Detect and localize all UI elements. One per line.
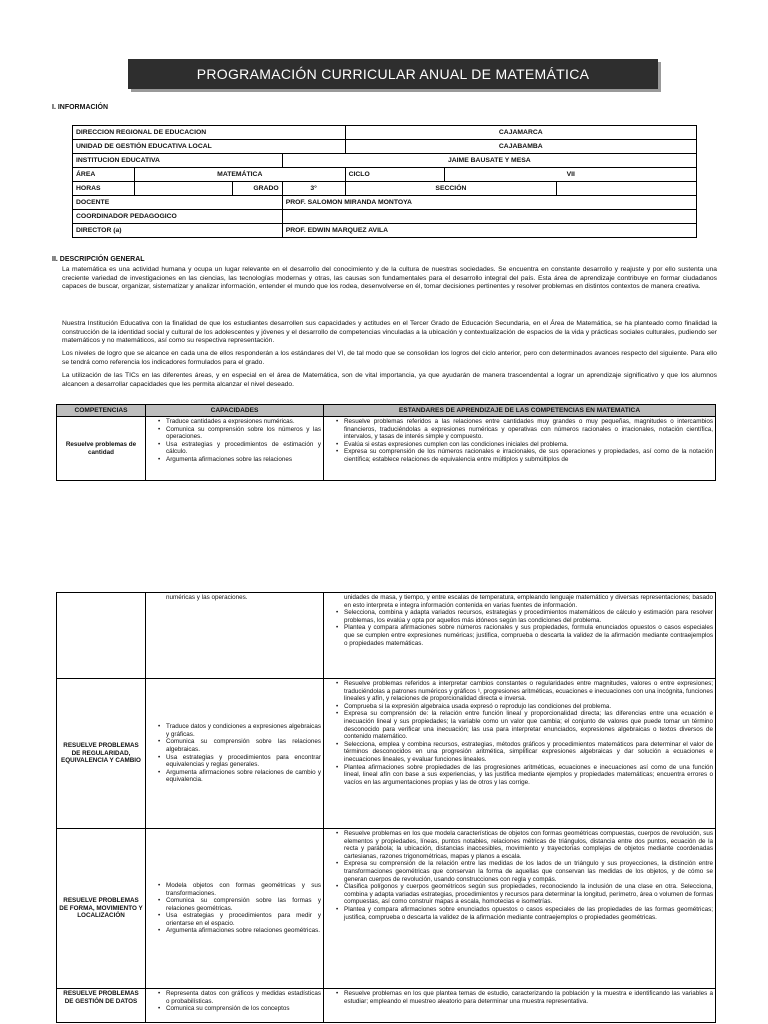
capacidades-cantidad-cont: numéricas y las operaciones. xyxy=(146,593,324,679)
estandares-datos: • Resuelve problemas en los que plantea temas de estudio, caracterizando la población y la muestra e identificando las variables a estudiar; empleando el muestreo aleatorio para determinar una muestra representativa. xyxy=(324,989,716,1023)
description-paragraph-1: La matemática es una actividad humana y ocupa un lugar relevante en el desarrollo del conocimiento y de la cultura de nuestras sociedades. Se encuentra en constante desarrollo y reajuste y por ello sustenta una creciente variedad de investigaciones en las ciencias, las tecnologías modernas y otras, las causas son fundamentales para el desarrollo integral del país. Esta área de aprendizaje contribuye en formar ciudadanos capaces de buscar, organizar, sistematizar y analizar información, entender el mundo que los rodea, desenvolverse en él, tomar decisiones pertinentes y resolver problemas en distintos contextos de manera creativa. xyxy=(62,266,717,291)
area-value: MATEMÁTICA xyxy=(134,168,345,182)
page-title: PROGRAMACIÓN CURRICULAR ANUAL DE MATEMÁTICA xyxy=(128,59,658,89)
area-label: ÁREA xyxy=(73,168,135,182)
coordinador-label: COORDINADOR PEDAGOGICO xyxy=(73,210,283,224)
ugel-value: CAJABAMBA xyxy=(345,140,696,154)
director-label: DIRECTOR (a) xyxy=(73,224,283,238)
header-competencias: COMPETENCIAS xyxy=(57,405,146,417)
grado-value: 3° xyxy=(282,182,345,196)
capacidades-cantidad: • Traduce cantidades a expresiones numéricas. • Comunica su comprensión sobre los números y las operaciones. • Usa estrategias y procedimientos de estimación y cálculo. • Argumenta afirmaciones sobre las relaciones xyxy=(146,417,324,481)
competencia-datos: RESUELVE PROBLEMAS DE GESTIÓN DE DATOS xyxy=(57,989,146,1023)
estandares-cantidad: • Resuelve problemas referidos a las relaciones entre cantidades muy grandes o muy pequeñas, magnitudes o intercambios financieros, traduciéndolas a expresiones numéricas y operativas con números racionales o irracionales, notación científica, intervalos, y tasas de interés simple y compuesto. • Evalúa si estas expresiones cumplen con las condiciones iniciales del problema. • Expresa su comprensión de los números racionales e irracionales, de sus operaciones y propiedades, así como de la notación científica; establece relaciones de equivalencia entre múltiplos y submúltiplos de xyxy=(324,417,716,481)
docente-label: DOCENTE xyxy=(73,196,283,210)
ie-label: INSTITUCION EDUCATIVA xyxy=(73,154,283,168)
description-paragraph-2: Nuestra Institución Educativa con la finalidad de que los estudiantes desarrollen sus capacidades y actitudes en el Tercer Grado de Educación Secundaria, en el Área de Matemática, se ha planteado como finalidad la construcción de la identidad social y cultural de los adolescentes y jóvenes y el desarrollo de competencias vinculadas a la ubicación y contextualización de espacios de la vida y prácticas sociales culturales, pudiendo ser matemáticos y no matemáticos, así como su respectiva representación. xyxy=(62,320,717,345)
competency-table-page2 xyxy=(56,592,716,1023)
description-paragraph-4: La utilización de las TICs en las diferentes áreas, y en especial en el área de Matemática, son de vital importancia, ya que ayudarán de manera trascendental a lograr un aprendizaje significativo y que los alumnos alcancen a desarrollar capacidades que les permita alcanzar el nivel deseado. xyxy=(62,372,717,388)
header-capacidades: CAPACIDADES xyxy=(146,405,324,417)
ciclo-label: CICLO xyxy=(345,168,445,182)
dre-label: DIRECCION REGIONAL DE EDUCACION xyxy=(73,126,346,140)
competency-table-page1 xyxy=(56,404,716,481)
capacidades-datos: • Representa datos con gráficos y medidas estadísticas o probabilísticas. • Comunica su comprensión de los conceptos xyxy=(146,989,324,1023)
estandares-forma: • Resuelve problemas en los que modela características de objetos con formas geométricas compuestas, cuerpos de revolución, sus elementos y propiedades, líneas, puntos notables, relaciones métricas de triángulos, distancia entre dos puntos, ecuación de la recta y parábola; la ubicación, distancias inaccesibles, movimiento y trayectorias complejas de objetos mediante coordenadas cartesianas, razones trigonométricas, mapas y planos a escala. • Expresa su comprensión de la relación entre las medidas de los lados de un triángulo y sus proyecciones, la distinción entre transformaciones geométricas que conservan la forma de aquellas que conservan las medidas de los objetos, y de cómo se generan cuerpos de revolución, usando construcciones con regla y compás. • Clasifica polígonos y cuerpos geométricos según sus propiedades, reconociendo la inclusión de una clase en otra. Selecciona, combina y adapta variadas estrategias, procedimientos y recursos para determinar la longitud, perímetro, área o volumen de formas compuestas, así como construir mapas a escala, homotecias e isometrías. • Plantea y compara afirmaciones sobre enunciados opuestos o casos especiales de las propiedades de las formas geométricas; justifica, comprueba o descarta la validez de la afirmación mediante contraejemplos o propiedades geométricas. xyxy=(324,829,716,989)
ie-value: JAIME BAUSATE Y MESA xyxy=(282,154,696,168)
competencia-regularidad: RESUELVE PROBLEMAS DE REGULARIDAD, EQUIVALENCIA Y CAMBIO xyxy=(57,679,146,829)
capacidades-forma: • Modela objetos con formas geométricas y sus transformaciones. • Comunica su comprensión sobre las formas y relaciones geométricas. • Usa estrategias y procedimientos para medir y orientarse en el espacio. • Argumenta afirmaciones sobre relaciones geométricas. xyxy=(146,829,324,989)
seccion-value xyxy=(557,182,697,196)
seccion-label: SECCIÓN xyxy=(345,182,557,196)
ugel-label: UNIDAD DE GESTIÓN EDUCATIVA LOCAL xyxy=(73,140,346,154)
director-value: PROF. EDWIN MARQUEZ AVILA xyxy=(282,224,696,238)
ciclo-value: VII xyxy=(445,168,697,182)
header-estandares: ESTANDARES DE APRENDIZAJE DE LAS COMPETENCIAS EN MATEMATICA xyxy=(324,405,716,417)
section-description-heading: II. DESCRIPCIÓN GENERAL xyxy=(52,256,145,263)
competencia-cantidad: Resuelve problemas de cantidad xyxy=(57,417,146,481)
coordinador-value xyxy=(282,210,696,224)
competencia-forma: RESUELVE PROBLEMAS DE FORMA, MOVIMIENTO Y LOCALIZACIÓN xyxy=(57,829,146,989)
horas-label: HORAS xyxy=(73,182,135,196)
estandares-regularidad: • Resuelve problemas referidos a interpretar cambios constantes o regularidades entre magnitudes, valores o entre expresiones; traduciéndolas a patrones numéricos y gráficos ¹, progresiones aritméticas, ecuaciones e inecuaciones con una incógnita, funciones lineales y afín, y relaciones de proporcionalidad directa e inversa. • Comprueba si la expresión algebraica usada expresó o reprodujo las condiciones del problema. • Expresa su comprensión de: la relación entre función lineal y proporcionalidad directa; las diferencias entre una ecuación e inecuación lineal y sus propiedades; la variable como un valor que cambia; el conjunto de valores que puede tomar un término desconocido para verificar una inecuación; las usa para interpretar enunciados, expresiones algebraicas o textos diversos de contenido matemático. • Selecciona, emplea y combina recursos, estrategias, métodos gráficos y procedimientos matemáticos para determinar el valor de términos desconocidos en una progresión aritmética, simplificar expresiones algebraicas y dar solución a ecuaciones e inecuaciones lineales, y evaluar funciones lineales. • Plantea afirmaciones sobre propiedades de las progresiones aritméticas, ecuaciones e inecuaciones así como de una función lineal, lineal afín con base a sus experiencias, y las justifica mediante ejemplos y propiedades matemáticas; encuentra errores o vacíos en las argumentaciones propias y las de otros y las corrige. xyxy=(324,679,716,829)
dre-value: CAJAMARCA xyxy=(345,126,696,140)
capacidades-regularidad: • Traduce datos y condiciones a expresiones algebraicas y gráficas. • Comunica su comprensión sobre las relaciones algebraicas. • Usa estrategias y procedimientos para encontrar equivalencias y reglas generales. • Argumenta afirmaciones sobre relaciones de cambio y equivalencia. xyxy=(146,679,324,829)
section-info-heading: I. INFORMACIÓN xyxy=(52,104,108,111)
docente-value: PROF. SALOMON MIRANDA MONTOYA xyxy=(282,196,696,210)
estandares-cantidad-cont: unidades de masa, y tiempo, y entre escalas de temperatura, empleando lenguaje matemático y diversas representaciones; basado en esto interpreta e integra información contenida en varias fuentes de información. • Selecciona, combina y adapta variados recursos, estrategias y procedimientos matemáticos de cálculo y estimación para resolver problemas, los evalúa y opta por aquellos más idóneos según las condiciones del problema. • Plantea y compara afirmaciones sobre números racionales y sus propiedades, formula enunciados opuestos o casos especiales que se cumplen entre expresiones numéricas; justifica, comprueba o descarta la validez de la afirmación mediante contraejemplos o propiedades matemáticas. xyxy=(324,593,716,679)
competencia-cantidad-cont xyxy=(57,593,146,679)
grado-label: GRADO xyxy=(232,182,282,196)
info-table xyxy=(72,125,697,238)
description-paragraph-3: Los niveles de logro que se alcance en cada una de ellos responderán a los estándares del VI, de tal modo que se consolidan los logros del ciclo anterior, pero con determinados avances respecto del siguiente. Para ello se tendrá como referencia los indicadores formulados para el grado. xyxy=(62,350,717,366)
horas-value xyxy=(134,182,232,196)
